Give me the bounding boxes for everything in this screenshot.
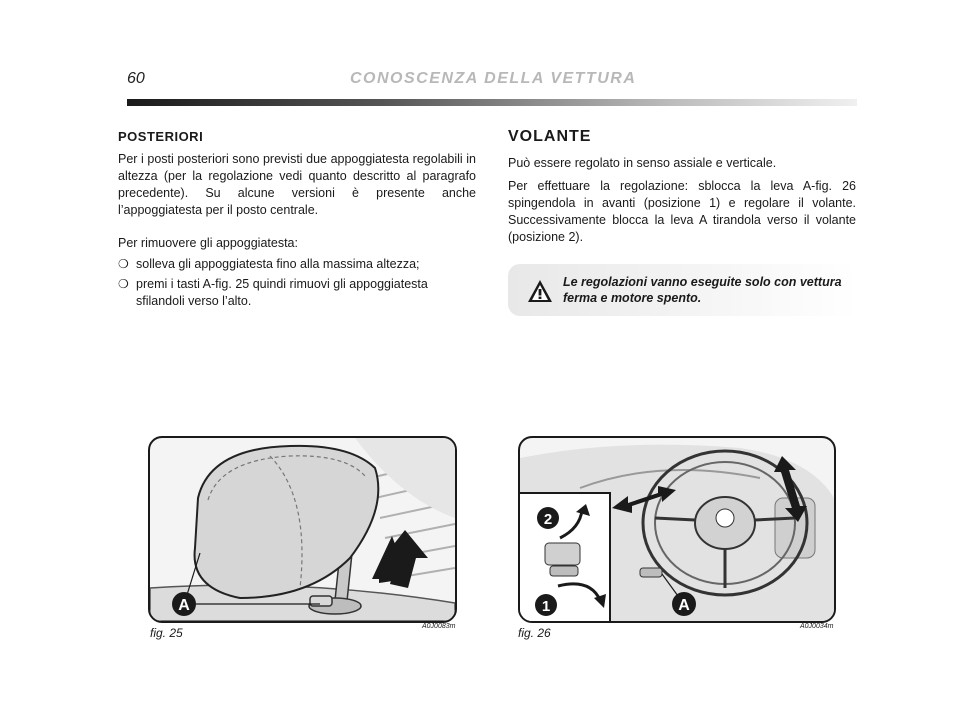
warning-icon bbox=[526, 278, 554, 304]
right-column bbox=[508, 128, 856, 246]
left-column bbox=[118, 128, 476, 310]
label-a: A bbox=[178, 597, 190, 614]
section-heading-posteriori: POSTERIORI bbox=[118, 129, 204, 144]
warning-box bbox=[508, 264, 858, 316]
list-item-text: premi i tasti A-fig. 25 quindi rimuovi gli appoggiatesta sfilandoli verso l’alto. bbox=[136, 277, 428, 308]
figure-code: A0J0083m bbox=[422, 623, 456, 630]
list-item-text: solleva gli appoggiatesta fino alla massima altezza; bbox=[136, 257, 420, 271]
paragraph: Per rimuovere gli appoggiatesta: bbox=[118, 236, 298, 250]
bullet-icon: ❍ bbox=[118, 257, 129, 271]
list-item bbox=[118, 276, 476, 310]
label-2: 2 bbox=[543, 511, 553, 528]
figure-25-headrest bbox=[148, 436, 457, 623]
label-a: A bbox=[678, 597, 690, 614]
figure-code: A0J0034m bbox=[800, 623, 834, 630]
figure-caption: fig. 25 bbox=[150, 626, 183, 640]
figure-26-steering-wheel bbox=[518, 436, 836, 623]
section-heading-volante: VOLANTE bbox=[508, 128, 592, 145]
paragraph: Per i posti posteriori sono previsti due appoggiatesta regolabili in altezza (per la regolazione vedi quanto descritto al paragrafo precedente). Su alcune versioni è presente anche l’appoggiatesta per il posto centrale. bbox=[118, 152, 476, 217]
warning-text: Le regolazioni vanno eseguite solo con vettura ferma e motore spento. bbox=[563, 275, 842, 305]
bullet-icon: ❍ bbox=[118, 277, 129, 291]
label-1: 1 bbox=[541, 598, 551, 615]
section-title: CONOSCENZA DELLA VETTURA bbox=[350, 70, 637, 87]
paragraph: Per effettuare la regolazione: sblocca la leva A-fig. 26 spingendola in avanti (posizione 1) e regolare il volante. Successivamente blocca la leva A tirandola verso il volante (posizione 2). bbox=[508, 179, 856, 244]
figure-caption: fig. 26 bbox=[518, 626, 551, 640]
page-number: 60 bbox=[127, 70, 145, 87]
list-item bbox=[118, 256, 476, 273]
header-rule bbox=[127, 99, 857, 106]
paragraph: Può essere regolato in senso assiale e verticale. bbox=[508, 156, 777, 170]
